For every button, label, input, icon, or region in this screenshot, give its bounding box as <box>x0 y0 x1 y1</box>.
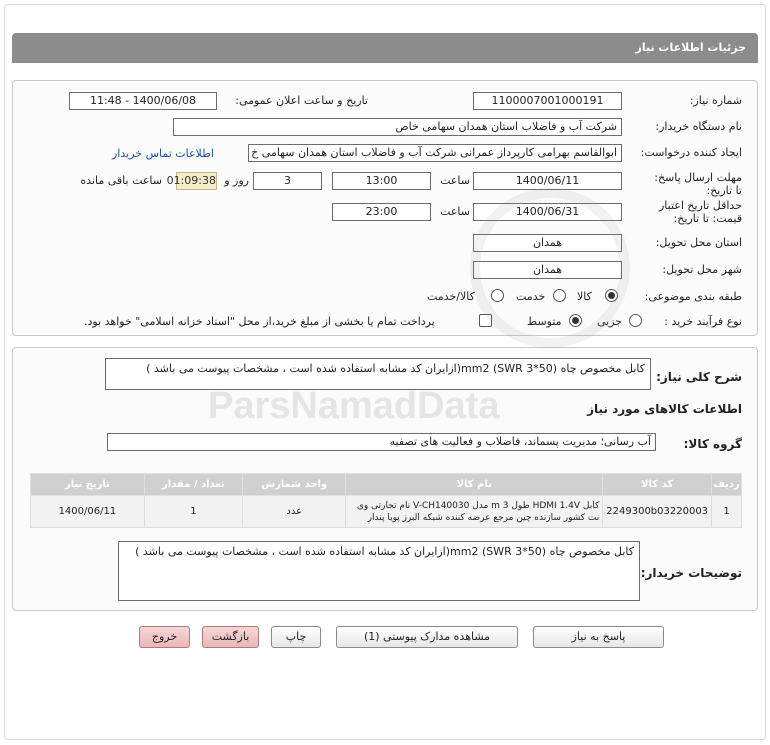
announce-field: 1400/06/08 - 11:48 <box>69 92 217 110</box>
goods-table <box>30 473 742 528</box>
buyer-field: شرکت آب و فاضلاب استان همدان سهامی خاص <box>173 118 622 136</box>
days-label: روز و <box>224 174 249 187</box>
category-option-service: خدمت <box>516 290 546 303</box>
process-label: نوع فرآیند خرید : <box>664 315 742 328</box>
province-field: همدان <box>473 234 622 252</box>
validity-time-label: ساعت <box>440 205 470 218</box>
deadline-time-label: ساعت <box>440 174 470 187</box>
process-radio-minor[interactable] <box>629 314 642 327</box>
cell-unit: عدد <box>243 496 346 528</box>
city-label: شهر محل تحویل: <box>662 263 742 276</box>
cell-name: کابل HDMI 1.4V طول m 3 مدل V-CH140030 نام تجارتی وی نت کشور سازنده چین مرجع عرضه کننده شبکه البرز پویا پندار <box>346 496 603 528</box>
process-option-minor: جزیی <box>597 315 623 328</box>
announce-label: تاریخ و ساعت اعلان عمومی: <box>235 94 368 107</box>
cell-qty: 1 <box>144 496 242 528</box>
process-radio-medium[interactable] <box>569 314 582 327</box>
category-label: طبقه بندی موضوعی: <box>644 290 742 303</box>
validity-time-field: 23:00 <box>332 203 431 221</box>
category-radio-both[interactable] <box>491 289 504 302</box>
exit-button[interactable]: خروج <box>139 626 190 648</box>
col-code: کد کالا <box>603 474 712 496</box>
col-unit: واحد شمارش <box>243 474 346 496</box>
category-radio-goods[interactable] <box>605 289 618 302</box>
reply-button[interactable]: پاسخ به نیاز <box>533 626 664 648</box>
print-button[interactable]: چاپ <box>271 626 321 648</box>
col-name: نام کالا <box>346 474 603 496</box>
creator-field: ابوالقاسم بهرامی کارپرداز عمرانی شرکت آب و فاضلاب استان همدان سهامی خ <box>248 144 622 162</box>
remaining-time-field: 01:09:38 <box>176 172 217 190</box>
validity-label: حداقل تاریخ اعتبار قیمت: تا تاریخ: <box>658 199 742 225</box>
goods-group-label: گروه کالا: <box>683 437 742 451</box>
days-field: 3 <box>253 172 322 190</box>
view-attachments-button[interactable]: مشاهده مدارک پیوستی (1) <box>336 626 518 648</box>
validity-date-field: 1400/06/31 <box>473 203 622 221</box>
cell-date: 1400/06/11 <box>31 496 145 528</box>
deadline-time-field: 13:00 <box>332 172 431 190</box>
buyer-notes-box: کابل مخصوص چاه (50*3 SWR) mm2(ازایران کد مشابه استفاده شده است ، مشخصات پیوست می باشد ) <box>118 541 640 601</box>
description-box: کابل مخصوص چاه (50*3 SWR) mm2(ازایران کد مشابه استفاده شده است ، مشخصات پیوست می باشد ) <box>105 358 651 390</box>
description-label: شرح کلی نیاز: <box>656 370 742 384</box>
goods-group-field: آب رسانی؛ مدیریت پسماند، فاضلاب و فعالیت های تصفیه <box>107 433 656 451</box>
buyer-label: نام دستگاه خریدار: <box>655 120 742 133</box>
col-index: ردیف <box>712 474 742 496</box>
buyer-contact-link[interactable]: اطلاعات تماس خریدار <box>112 147 214 160</box>
deadline-date-field: 1400/06/11 <box>473 172 622 190</box>
goods-section-title: اطلاعات کالاهای مورد نیاز <box>587 402 742 416</box>
table-row <box>31 496 742 528</box>
deadline-label: مهلت ارسال پاسخ: تا تاریخ: <box>654 171 742 197</box>
col-qty: تعداد / مقدار <box>144 474 242 496</box>
process-option-medium: متوسط <box>527 315 562 328</box>
back-button[interactable]: بازگشت <box>202 626 259 648</box>
need-number-label: شماره نیاز: <box>689 94 742 107</box>
category-option-both: کالا/خدمت <box>427 290 475 303</box>
treasury-payment-checkbox[interactable] <box>479 314 492 327</box>
province-label: استان محل تحویل: <box>655 236 742 249</box>
page-title: جزئیات اطلاعات نیاز <box>12 33 758 63</box>
col-date: تاریخ نیاز <box>31 474 145 496</box>
cell-code: 2249300b03220003 <box>603 496 712 528</box>
watermark-text: ParsNamadData <box>208 385 500 427</box>
buyer-notes-label: توضیحات خریدار: <box>640 566 742 580</box>
remaining-label: ساعت باقی مانده <box>80 174 162 187</box>
city-field: همدان <box>473 261 622 279</box>
treasury-payment-note: پرداخت تمام یا بخشی از مبلغ خرید،از محل "اسناد خزانه اسلامی" خواهد بود. <box>84 315 435 328</box>
need-number-field: 1100007001000191 <box>473 92 622 110</box>
goods-table-header <box>31 474 742 496</box>
category-option-goods: کالا <box>577 290 592 303</box>
category-radio-service[interactable] <box>553 289 566 302</box>
creator-label: ایجاد کننده درخواست: <box>640 146 742 159</box>
cell-index: 1 <box>712 496 742 528</box>
